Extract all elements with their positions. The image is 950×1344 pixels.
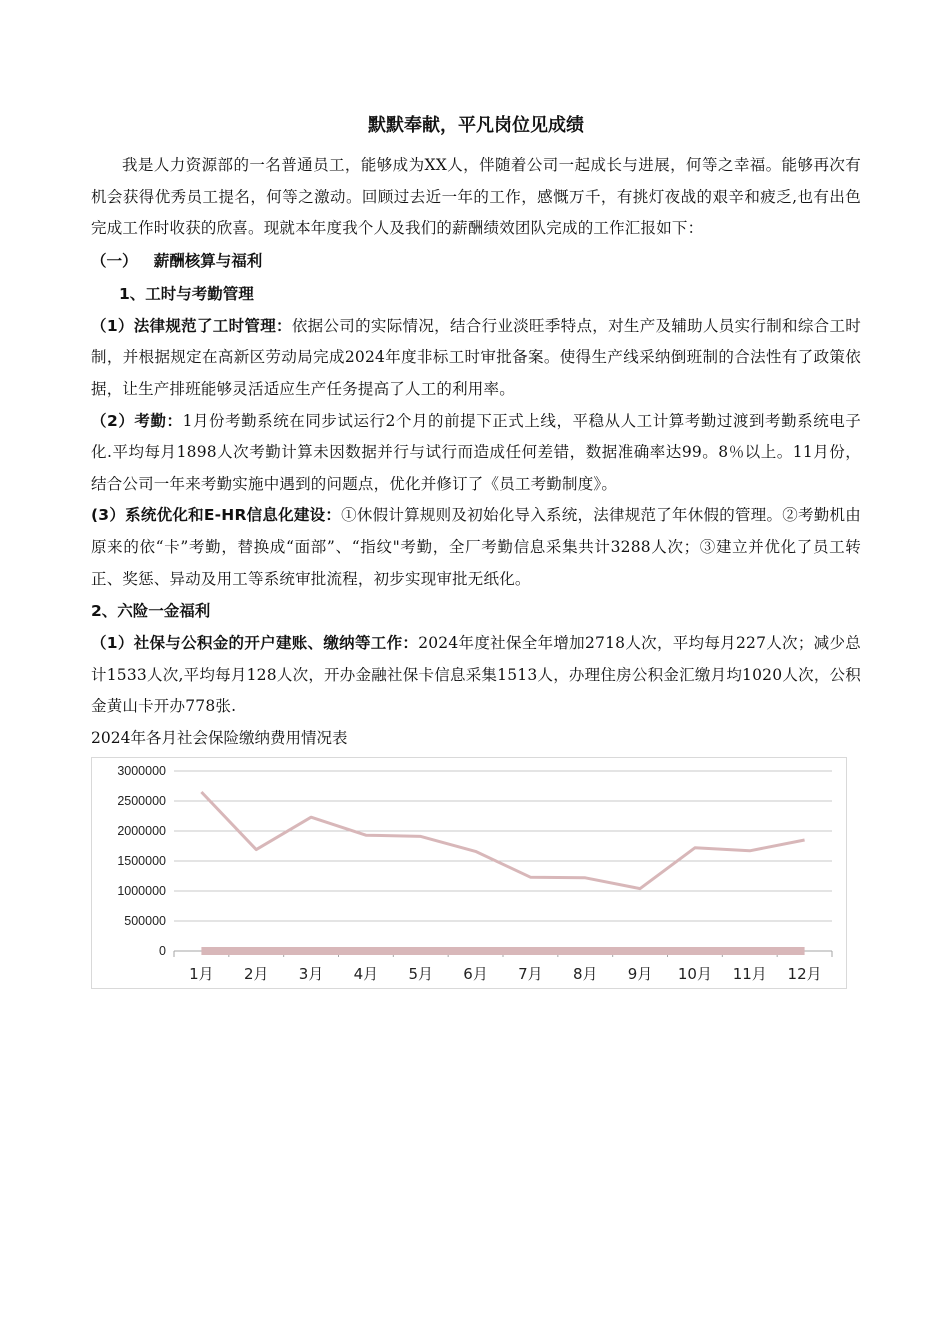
item-social-security (91, 628, 861, 723)
x-tick-label: 2月 (243, 964, 269, 983)
item-attendance (91, 406, 861, 501)
x-tick-label: 3月 (298, 964, 324, 983)
x-tick-label: 4月 (353, 964, 379, 983)
x-tick-label: 6月 (463, 964, 488, 983)
x-tick-label: 10月 (677, 964, 712, 983)
x-tick-label: 7月 (518, 964, 543, 983)
item-social-security-text: 2024年度社保全年增加2718人次，平均每月227人次；减少总计1533人次,平均每月128人次，开办金融社保卡信息采集1513人，办理住房公积金汇缴月均1020人次，公积金黄山卡开办778张. (91, 634, 861, 716)
item-ehr-label: (3）系统优化和E-HR信息化建设： (91, 506, 342, 525)
item-working-hours (91, 311, 861, 406)
chart-svg (92, 758, 846, 988)
item-social-security-label: （1）社保与公积金的开户建账、缴纳等工作： (91, 634, 419, 653)
x-tick-label: 5月 (408, 964, 434, 983)
section-heading-salary: （一） 薪酬核算与福利 (91, 251, 263, 270)
item-attendance-label: （2）考勤： (91, 411, 183, 430)
series-line-insurance (201, 792, 804, 889)
y-tick-label: 3000000 (117, 763, 166, 778)
y-tick-label: 1500000 (117, 853, 166, 868)
item-ehr (91, 500, 861, 595)
y-tick-label: 2000000 (117, 823, 166, 838)
x-tick-label: 8月 (572, 964, 598, 983)
item-attendance-text: 1月份考勤系统在同步试运行2个月的前提下正式上线，平稳从人工计算考勤过渡到考勤系统电子化.平均每月1898人次考勤计算未因数据并行与试行而造成任何差错，数据准确率达99。8％以上。11月份，结合公司一年来考勤实施中遇到的问题点，优化并修订了《员工考勤制度》。 (91, 411, 861, 493)
line-chart (91, 757, 847, 989)
subheading-attendance: 1、工时与考勤管理 (119, 284, 254, 303)
y-tick-label: 1000000 (117, 883, 166, 898)
chart-caption: 2024年各月社会保险缴纳费用情况表 (91, 728, 348, 747)
y-tick-label: 500000 (124, 913, 166, 928)
subheading-insurance: 2、六险一金福利 (91, 602, 211, 621)
item-working-hours-text: 依据公司的实际情况，结合行业淡旺季特点，对生产及辅助人员实行制和综合工时制，并根据规定在高新区劳动局完成2024年度非标工时审批备案。使得生产线采纳倒班制的合法性有了政策依据，让生产排班能够灵活适应生产任务提高了人工的利用率。 (91, 316, 862, 398)
x-tick-label: 1月 (189, 964, 214, 983)
document-page (91, 108, 861, 989)
y-tick-label: 0 (159, 943, 166, 958)
y-tick-label: 2500000 (117, 793, 166, 808)
item-working-hours-label: （1）法律规范了工时管理： (91, 316, 292, 335)
item-ehr-text: ①休假计算规则及初始化导入系统，法律规范了年休假的管理。②考勤机由原来的依“卡”考勤，替换成“面部”、“指纹"考勤，全厂考勤信息采集共计3288人次；③建立并优化了员工转正、奖惩、异动及用工等系统审批流程，初步实现审批无纸化。 (91, 506, 861, 588)
intro-paragraph: 我是人力资源部的一名普通员工，能够成为XX人，伴随着公司一起成长与进展，何等之幸福。能够再次有机会获得优秀员工提名，何等之激动。回顾过去近一年的工作，感慨万千，有挑灯夜战的艰辛和疲乏,也有出色完成工作时收获的欣喜。现就本年度我个人及我们的薪酬绩效团队完成的工作汇报如下： (91, 156, 861, 238)
document-title: 默默奉献，平凡岗位见成绩 (368, 115, 584, 136)
x-tick-label: 12月 (787, 964, 822, 983)
x-tick-label: 11月 (732, 964, 767, 983)
x-tick-label: 9月 (627, 964, 653, 983)
